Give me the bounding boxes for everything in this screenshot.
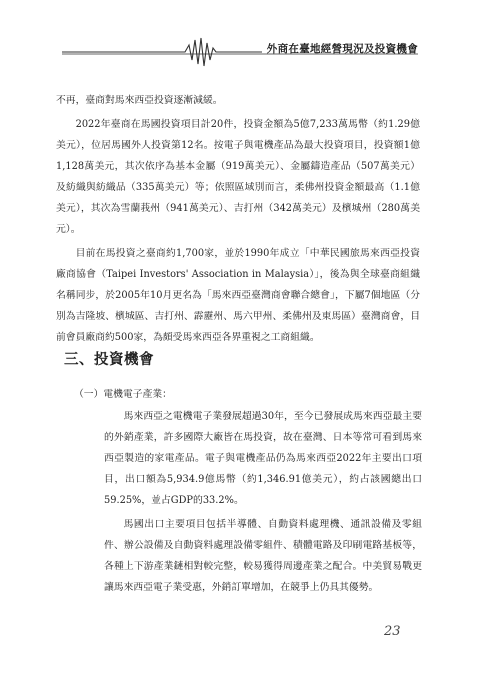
running-header xyxy=(0,34,480,74)
paragraph: 馬國出口主要項目包括半導體、自動資料處理機、通訊設備及零組件、辦公設備及自動資料處理設備零組件、積體電路及印刷電路基板等，各種上下游產業鏈相對較完整，較易獲得周邊產業之配合。中美貿易戰更讓馬來西亞電子業受惠，外銷訂單增加，在競爭上仍具其優勢。 xyxy=(104,519,422,593)
section-title: 三、投資機會 xyxy=(64,352,154,368)
subsection-heading: （一）電機電子產業： xyxy=(74,389,172,400)
paragraph: 不再，臺商對馬來西亞投資逐漸減緩。 xyxy=(56,95,223,106)
intro-text xyxy=(56,90,420,348)
paragraph: 目前在馬投資之臺商約1,700家，並於1990年成立「中華民國旅馬來西亞投資廠商協會（Taipei Investors' Association in Malaysia）」，後為與全球臺商組織名稱同步，於2005年10月更名為「馬來西亞臺灣商會聯合總會」，下屬7個地區（分別為吉隆坡、檳城區、吉打州、霹靂州、馬六甲州、柔佛州及東馬區）臺灣商會，目前會員廠商約500家，為頗受馬來西亞各界重視之工商組織。 xyxy=(56,248,420,343)
page-number: 23 xyxy=(384,624,401,639)
header-title: 外商在臺地經營現況及投資機會 xyxy=(266,43,418,55)
paragraph: 2022年臺商在馬國投資項目計20件，投資金額為5億7,233萬馬幣（約1.29億美元），位居馬國外人投資第12名。按電子與電機產品為最大投資項目，投資額1億1,128萬美元，其次依序為基本金屬（919萬美元）、金屬鑄造產品（507萬美元）及紡織與紡織品（335萬美元）等；依照區域別而言，柔佛州投資金額最高（1.1億美元），其次為雪蘭莪州（941萬美元）、吉打州（342萬美元）及檳城州（280萬美元）。 xyxy=(56,119,420,235)
paragraph: 馬來西亞之電機電子業發展超過30年，至今已發展成馬來西亞最主要的外銷產業，許多國際大廠皆在馬投資，故在臺灣、日本等常可看到馬來西亞製造的家電產品。電子與電機產品仍為馬來西亞2022年主要出口項目，出口額為5,934.9億馬幣（約1,346.91億美元），約占該國總出口59.25%，並占GDP的33.2%。 xyxy=(104,411,422,506)
subsection-text xyxy=(104,406,422,598)
